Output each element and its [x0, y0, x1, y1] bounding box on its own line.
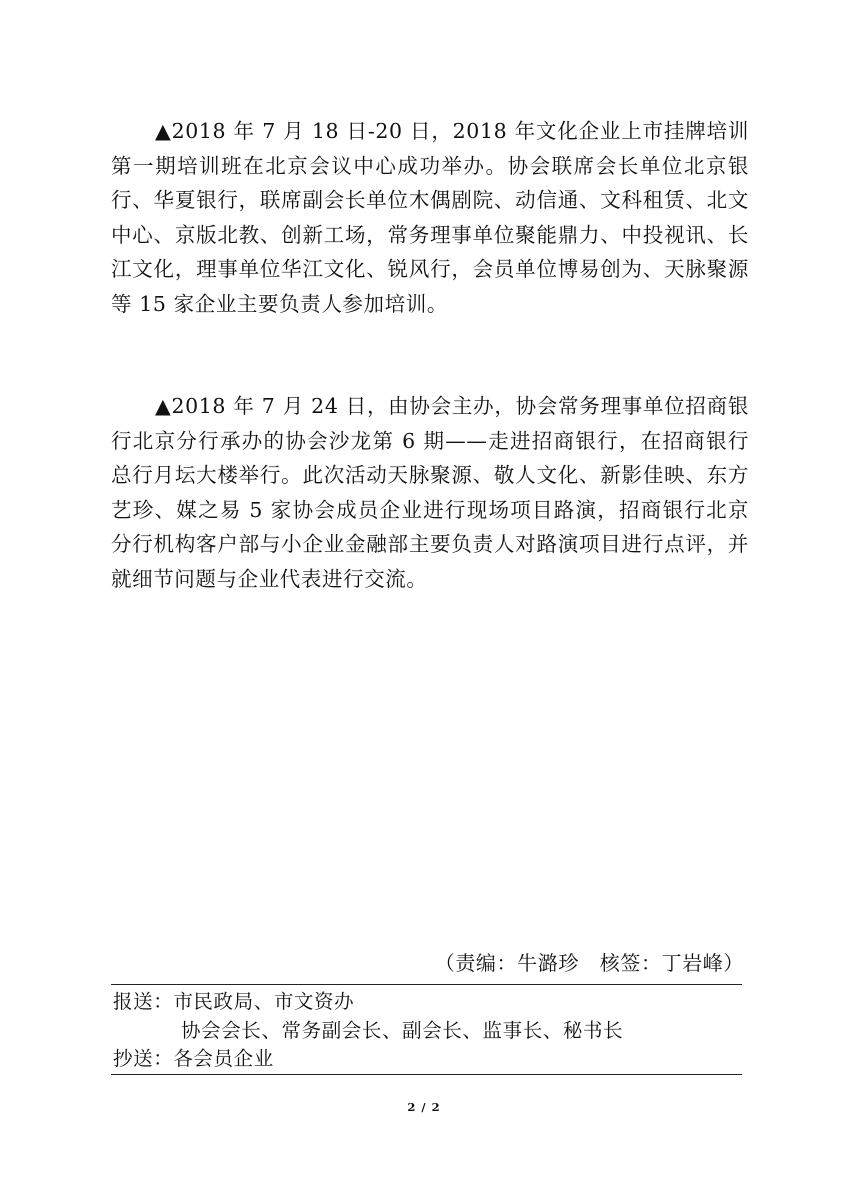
report-to-label: 报送：: [113, 990, 174, 1013]
news-paragraph-1: ▲2018 年 7 月 18 日-20 日，2018 年文化企业上市挂牌培训第一期培训班在北京会议中心成功举办。协会联席会长单位北京银行、华夏银行，联席副会长单位木偶剧院、动信通、文科租赁、北文中心、京版北教、创新工场，常务理事单位聚能鼎力、中投视讯、长江文化，理事单位华江文化、锐风行，会员单位博易创为、天脉聚源等 15 家企业主要负责人参加培训。: [111, 119, 749, 316]
page-number: 2 / 2: [407, 1100, 441, 1114]
report-to-row-continued: [181, 1017, 623, 1045]
cc-row: [113, 1045, 274, 1073]
report-to-recipients: 市民政局、市文资办: [173, 990, 355, 1013]
report-to-row: [113, 988, 354, 1016]
editor-credit-text: （责编：牛潞珍 核签：丁岩峰）: [434, 951, 744, 975]
cc-recipients: 各会员企业: [173, 1047, 274, 1070]
report-to-recipients-2: 协会会长、常务副会长、副会长、监事长、秘书长: [181, 1019, 624, 1042]
editor-credit: [435, 948, 744, 978]
cc-label: 抄送：: [113, 1047, 174, 1070]
distribution-top-rule: [111, 984, 742, 985]
news-paragraph-2: ▲2018 年 7 月 24 日，由协会主办，协会常务理事单位招商银行北京分行承办的协会沙龙第 6 期——走进招商银行，在招商银行总行月坛大楼举行。此次活动天脉聚源、敬人文化、新影佳映、东方艺珍、媒之易 5 家协会成员企业进行现场项目路演，招商银行北京分行机构客户部与小企业金融部主要负责人对路演项目进行点评，并就细节问题与企业代表进行交流。: [111, 394, 749, 591]
distribution-bottom-rule: [111, 1074, 742, 1075]
